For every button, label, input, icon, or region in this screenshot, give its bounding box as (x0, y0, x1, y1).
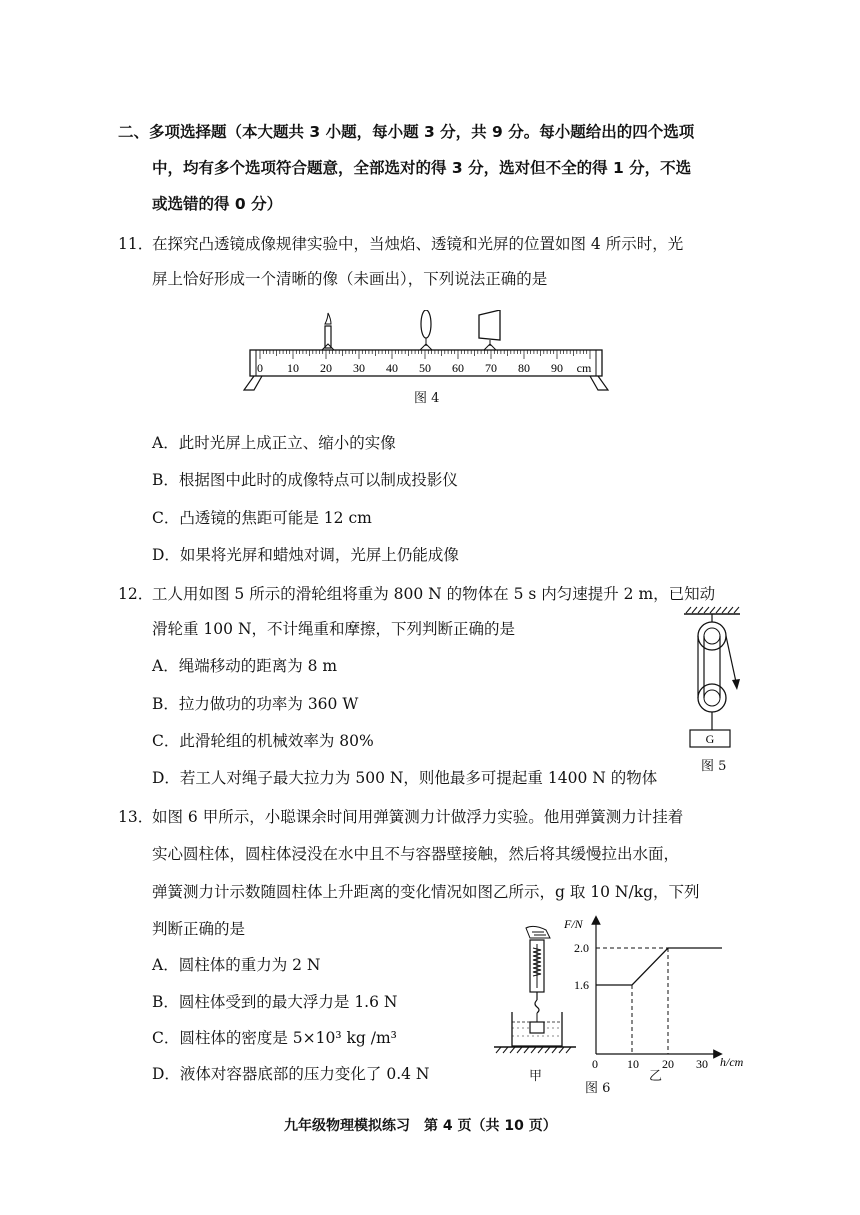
q12-number: 12． (118, 585, 154, 603)
q13-option-a: A．圆柱体的重力为 2 N (152, 956, 321, 974)
page-footer: 九年级物理模拟练习 第 4 页（共 10 页） (284, 1118, 557, 1134)
q12-stem-line2: 滑轮重 100 N，不计绳重和摩擦，下列判断正确的是 (152, 620, 516, 638)
light-screen-icon (479, 310, 500, 350)
scale-label: 60 (452, 361, 464, 375)
q12-option-b: B．拉力做功的功率为 360 W (152, 695, 359, 713)
scale-label: 50 (419, 361, 431, 375)
figure-5-caption: 图 5 (701, 759, 727, 774)
q11-option-c: C．凸透镜的焦距可能是 12 cm (152, 509, 372, 527)
figure-4-optical-bench (236, 310, 616, 394)
pull-arrow-icon (732, 679, 740, 690)
x-tick-30: 30 (696, 1057, 708, 1071)
y-axis-label: F/N (564, 917, 583, 931)
section-heading-line2: 中，均有多个选项符合题意，全部选对的得 3 分，选对但不全的得 1 分，不选 (152, 159, 692, 177)
figure-6b-graph (560, 914, 756, 1072)
q12-option-d: D．若工人对绳子最大拉力为 500 N，则他最多可提起重 1400 N 的物体 (152, 769, 658, 787)
q11-option-a: A．此时光屏上成正立、缩小的实像 (152, 434, 396, 452)
figure-6-caption: 图 6 (585, 1081, 611, 1096)
q11-stem-line1: 在探究凸透镜成像规律实验中，当烛焰、透镜和光屏的位置如图 4 所示时，光 (152, 235, 684, 253)
q13-stem-line2: 实心圆柱体，圆柱体浸没在水中且不与容器壁接触，然后将其缓慢拉出水面， (152, 845, 680, 863)
scale-label: 20 (320, 361, 332, 375)
scale-label: 90 (551, 361, 563, 375)
figure-5-pulley-system (674, 606, 754, 750)
fixed-pulley-icon (698, 622, 726, 650)
q11-option-b: B．根据图中此时的成像特点可以制成投影仪 (152, 471, 458, 489)
scale-label: 0 (257, 361, 263, 375)
spring-scale-icon (530, 940, 544, 1022)
x-tick-20: 20 (662, 1057, 674, 1071)
q12-option-a: A．绳端移动的距离为 8 m (152, 657, 338, 675)
q12-stem-line1: 工人用如图 5 所示的滑轮组将重为 800 N 的物体在 5 s 内匀速提升 2 m，已知动 (152, 585, 716, 603)
scale-label: 70 (485, 361, 497, 375)
movable-pulley-icon (698, 684, 726, 712)
section-heading-line3: 或选错的得 0 分） (152, 195, 283, 213)
scale-label: 10 (287, 361, 299, 375)
y-tick-1-6: 1.6 (574, 978, 589, 992)
q13-option-b: B．圆柱体受到的最大浮力是 1.6 N (152, 993, 398, 1011)
hand-icon (526, 926, 550, 938)
q11-number: 11． (118, 235, 154, 253)
q13-stem-line3: 弹簧测力计示数随圆柱体上升距离的变化情况如图乙所示，g 取 10 N/kg，下列 (152, 883, 700, 901)
scale-label: 30 (353, 361, 365, 375)
x-tick-0: 0 (592, 1057, 598, 1071)
scale-label: cm (576, 361, 592, 375)
cylinder-block (530, 1022, 544, 1033)
x-tick-10: 10 (627, 1057, 639, 1071)
scale-label: 80 (518, 361, 530, 375)
x-axis-label: h/cm (720, 1055, 744, 1069)
q13-number: 13． (118, 808, 154, 826)
q13-option-c: C．圆柱体的密度是 5×10³ kg /m³ (152, 1029, 397, 1047)
convex-lens-icon (420, 310, 432, 350)
force-curve (596, 948, 722, 985)
figure-4-caption: 图 4 (414, 391, 440, 406)
candle-icon (322, 313, 334, 350)
q12-option-c: C．此滑轮组的机械效率为 80% (152, 732, 374, 750)
scale-label: 40 (386, 361, 398, 375)
y-tick-2-0: 2.0 (574, 941, 589, 955)
q13-stem-line1: 如图 6 甲所示，小聪课余时间用弹簧测力计做浮力实验。他用弹簧测力计挂着 (152, 808, 684, 826)
q13-option-d: D．液体对容器底部的压力变化了 0.4 N (152, 1065, 430, 1083)
figure-6-label-jia: 甲 (529, 1069, 543, 1084)
section-heading-line1: 二、多项选择题（本大题共 3 小题，每小题 3 分，共 9 分。每小题给出的四个选项 (118, 123, 695, 141)
weight-label: G (705, 732, 715, 746)
q11-option-d: D．如果将光屏和蜡烛对调，光屏上仍能成像 (152, 546, 459, 564)
q11-stem-line2: 屏上恰好形成一个清晰的像（未画出），下列说法正确的是 (152, 270, 548, 288)
q13-stem-line4: 判断正确的是 (152, 920, 246, 938)
figure-6-label-yi: 乙 (649, 1069, 663, 1084)
